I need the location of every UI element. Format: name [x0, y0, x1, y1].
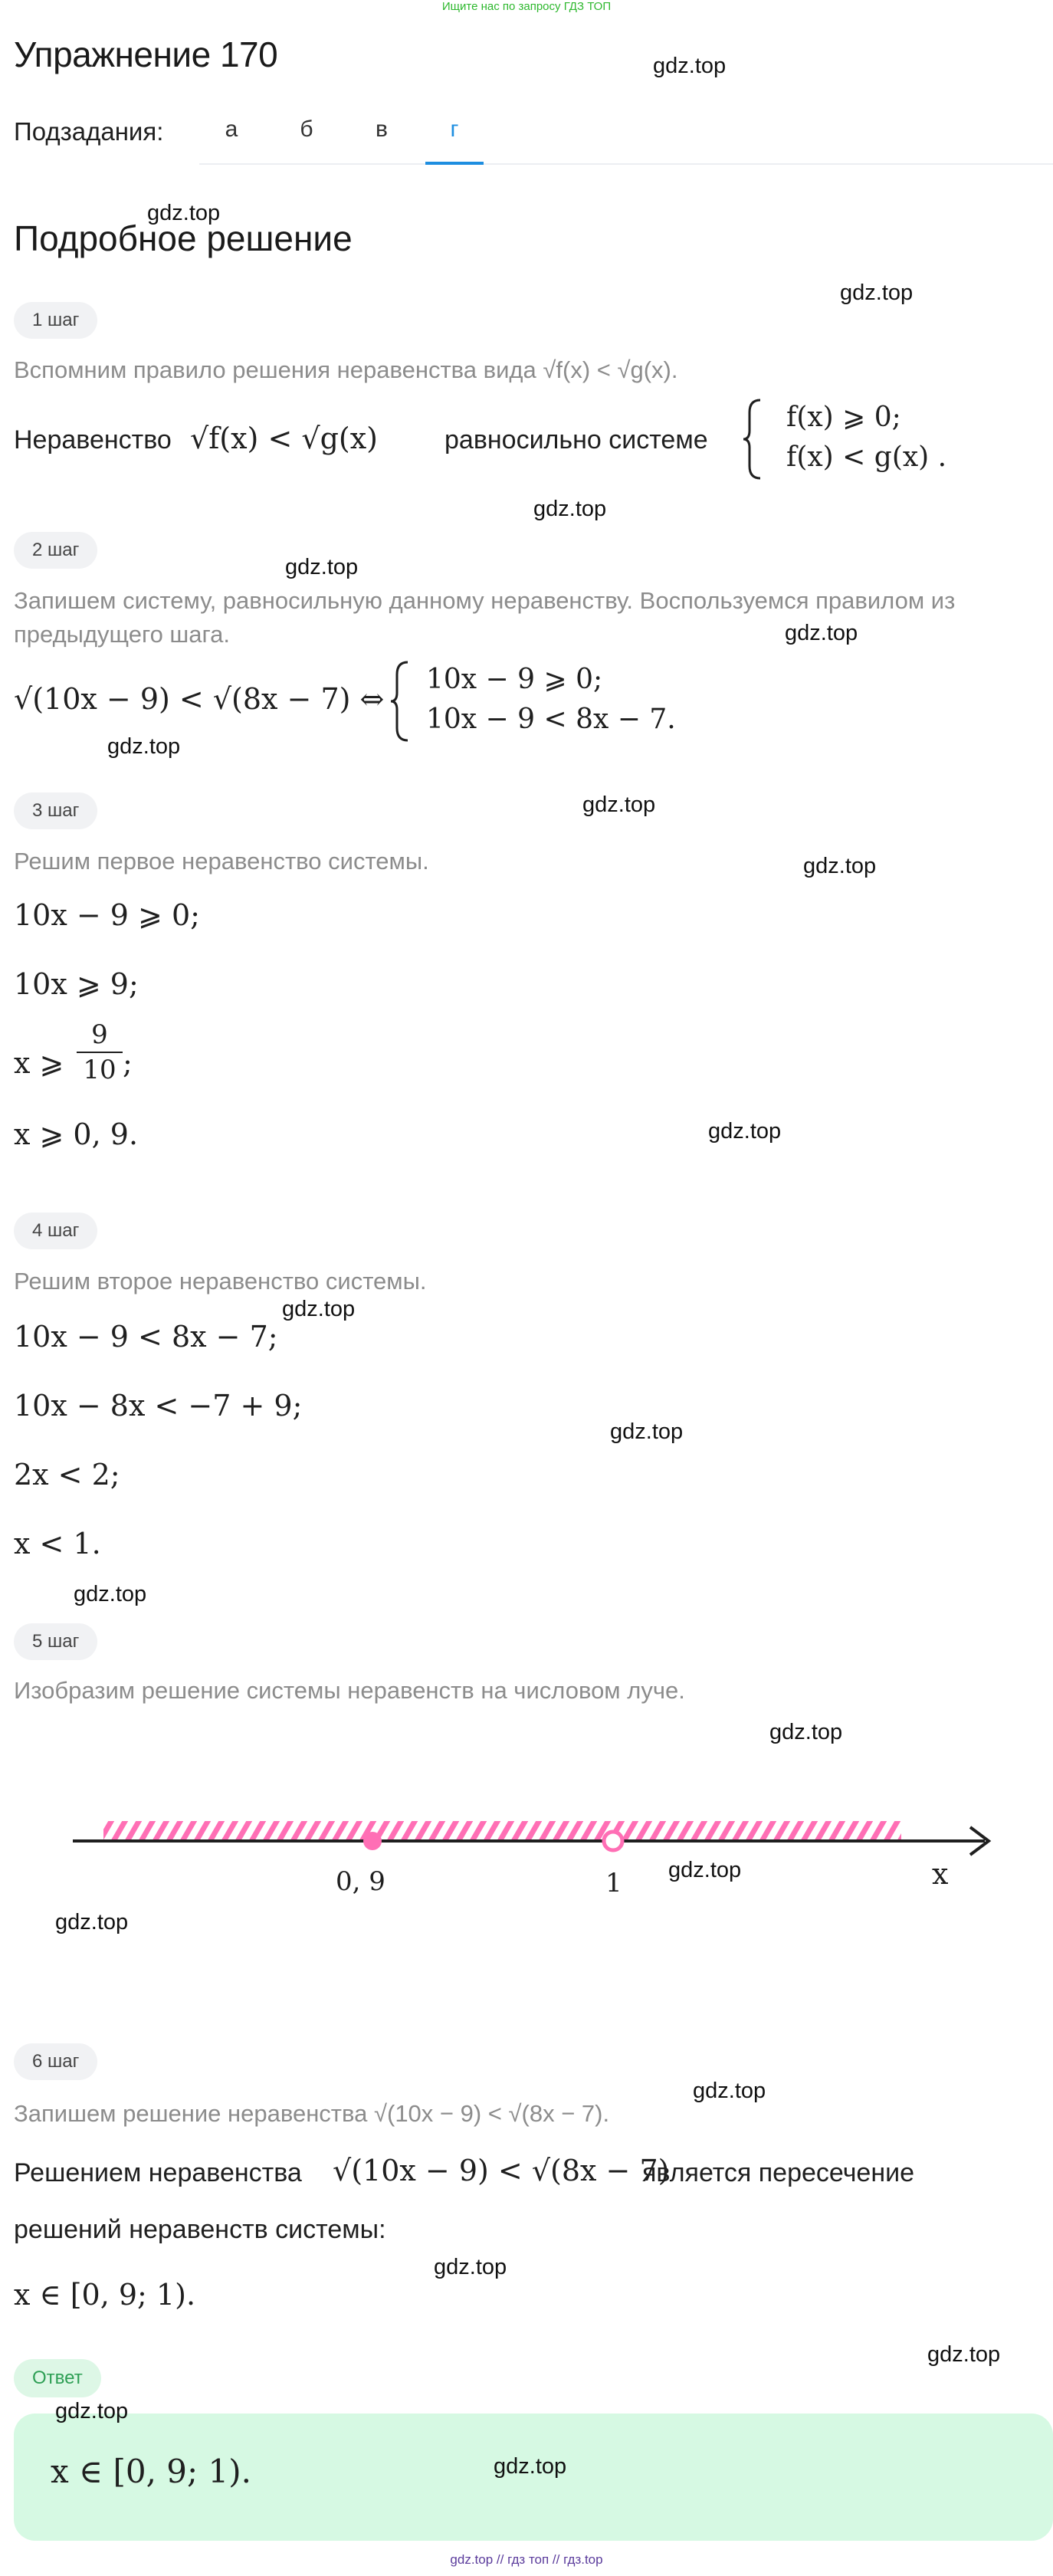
number-line-svg [0, 1793, 1053, 1924]
page-title: Упражнение 170 [14, 34, 278, 74]
tab-a[interactable]: а [225, 116, 238, 142]
hatch-right-ray [376, 1821, 901, 1839]
math-line: 10x − 9 ⩾ 0; [14, 898, 200, 932]
step-badge: 2 шаг [14, 532, 97, 569]
watermark: gdz.top [285, 555, 359, 579]
step-text: Решением неравенства [14, 2158, 302, 2187]
system-of-inequalities [391, 659, 422, 747]
watermark: gdz.top [107, 734, 181, 759]
step-badge: 6 шаг [14, 2043, 97, 2080]
watermark: gdz.top [582, 792, 656, 817]
top-search-note: Ищите нас по запросу ГДЗ ТОП [441, 0, 612, 13]
fraction [77, 1019, 123, 1085]
watermark: gdz.top [494, 2454, 567, 2479]
step-text: является пересечение [642, 2158, 914, 2187]
system-line: f(x) < g(x) . [786, 441, 947, 473]
point-label: 1 [605, 1868, 622, 1898]
watermark: gdz.top [785, 621, 858, 645]
step-badge: 3 шаг [14, 792, 97, 829]
watermark: gdz.top [927, 2342, 1001, 2367]
answer-value: x ∈ [0, 9; 1). [51, 2453, 251, 2490]
watermark: gdz.top [668, 1858, 742, 1882]
system-line: 10x − 9 ⩾ 0; [426, 664, 603, 695]
watermark: gdz.top [769, 1720, 843, 1744]
watermark: gdz.top [610, 1419, 684, 1444]
watermark: gdz.top [803, 854, 877, 878]
step-hint: Запишем решение неравенства √(10x − 9) < √(8x − 7). [14, 2100, 610, 2127]
watermark: gdz.top [282, 1297, 356, 1321]
step-text: решений неравенств системы: [14, 2215, 386, 2244]
fraction-numerator: 9 [91, 1019, 108, 1050]
point-closed-0-9 [363, 1832, 382, 1850]
system-brace [391, 659, 422, 743]
section-title: Подробное решение [14, 218, 353, 258]
math-line: x ⩾ [14, 1046, 64, 1080]
system-line: 10x − 9 < 8x − 7. [426, 704, 676, 735]
watermark: gdz.top [74, 1582, 147, 1606]
system-line: f(x) ⩾ 0; [786, 402, 901, 433]
step-hint: Решим первое неравенство системы. [14, 848, 429, 875]
fraction-bar [77, 1052, 123, 1053]
fraction-denominator: 10 [83, 1055, 116, 1085]
math-line: 2x < 2; [14, 1458, 120, 1491]
step-hint: Запишем систему, равносильную данному неравенству. Воспользуемся правилом из предыдущего шага. [14, 587, 956, 648]
subtasks-label: Подзадания: [14, 117, 164, 146]
point-open-1 [604, 1832, 622, 1850]
math-line: 10x ⩾ 9; [14, 967, 139, 1001]
watermark: gdz.top [653, 54, 727, 78]
tab-v[interactable]: в [376, 116, 388, 142]
point-label: 0, 9 [336, 1866, 385, 1897]
step-badge: 5 шаг [14, 1623, 97, 1660]
math-line: x ⩾ 0, 9. [14, 1117, 139, 1151]
tab-b[interactable]: б [300, 116, 313, 142]
step-text: Неравенство [14, 425, 172, 454]
math-line: x < 1. [14, 1527, 101, 1560]
step-text: равносильно системе [444, 425, 708, 454]
step-hint: Решим второе неравенство системы. [14, 1268, 427, 1295]
step-badge: 4 шаг [14, 1213, 97, 1249]
watermark: gdz.top [434, 2255, 507, 2279]
formula: √f(x) < √g(x) [190, 422, 378, 455]
active-tab-indicator [425, 162, 484, 165]
step-hint: Изобразим решение системы неравенств на числовом луче. [14, 1677, 685, 1704]
number-line [0, 1793, 1053, 1928]
step-badge: 1 шаг [14, 302, 97, 339]
watermark: gdz.top [55, 2399, 129, 2423]
watermark: gdz.top [840, 281, 914, 305]
formula: √(10x − 9) < √(8x − 7) ⇔ [14, 682, 385, 716]
axis-label: x [932, 1857, 949, 1891]
math-line: 10x − 9 < 8x − 7; [14, 1320, 278, 1354]
result-line: x ∈ [0, 9; 1). [14, 2278, 196, 2312]
step-hint: Вспомним правило решения неравенства вида √f(x) < √g(x). [14, 356, 678, 383]
tabs-divider [199, 163, 1053, 165]
footer-links[interactable]: gdz.top // гдз топ // гдз.top [450, 2552, 603, 2567]
math-line: 10x − 8x < −7 + 9; [14, 1389, 303, 1423]
watermark: gdz.top [55, 1910, 129, 1934]
answer-badge: Ответ [14, 2359, 101, 2397]
watermark: gdz.top [708, 1119, 782, 1144]
tab-g[interactable]: г [450, 116, 459, 142]
watermark: gdz.top [147, 201, 221, 225]
watermark: gdz.top [693, 2079, 766, 2103]
formula: √(10x − 9) < √(8x − 7) [333, 2154, 670, 2187]
watermark: gdz.top [533, 497, 607, 521]
fraction-tail: ; [123, 1046, 133, 1080]
